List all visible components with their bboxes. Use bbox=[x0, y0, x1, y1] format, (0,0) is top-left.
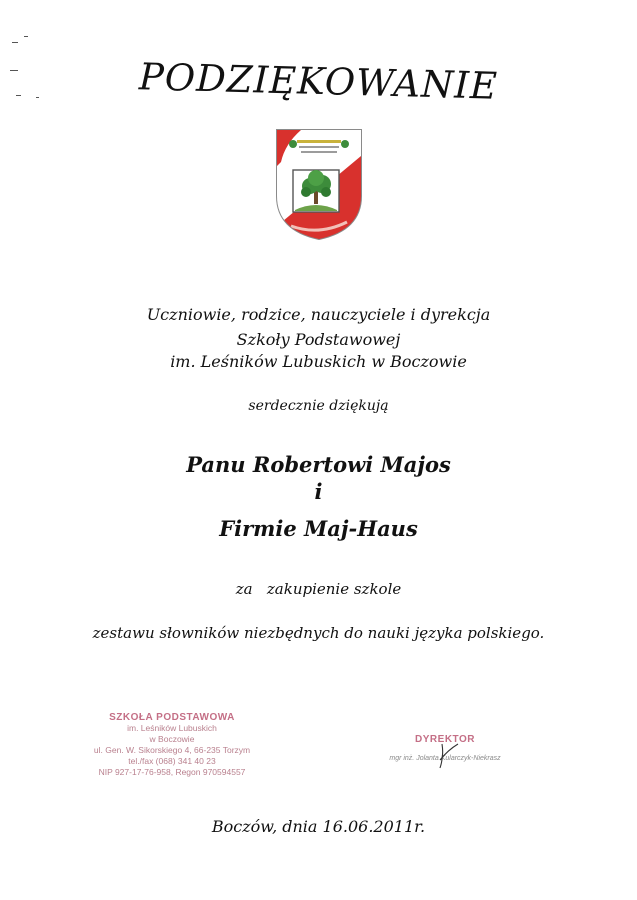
director-name: mgr inż. Jolanta Kularczyk-Niekrasz bbox=[389, 755, 501, 762]
thanks-line: serdecznie dziękują bbox=[248, 398, 389, 414]
from-line-3: im. Leśników Lubuskich w Boczowie bbox=[170, 352, 467, 371]
stamp-line-3: w Boczowie bbox=[149, 734, 195, 744]
director-signature bbox=[428, 740, 468, 772]
for-phrase: za zakupienie szkole bbox=[235, 580, 402, 598]
recipient-conjunction: i bbox=[314, 479, 323, 504]
date-line: Boczów, dnia 16.06.2011r. bbox=[211, 817, 426, 836]
school-stamp bbox=[72, 712, 272, 778]
stamp-line-2: im. Leśników Lubuskich bbox=[127, 723, 217, 733]
recipient-company: Firmie Maj-Haus bbox=[219, 516, 418, 541]
school-emblem bbox=[273, 126, 365, 242]
director-title: DYREKTOR bbox=[415, 734, 475, 745]
from-line-2: Szkoły Podstawowej bbox=[236, 330, 401, 349]
stamp-line-4: ul. Gen. W. Sikorskiego 4, 66-235 Torzym bbox=[93, 745, 251, 755]
recipient-person: Panu Robertowi Majos bbox=[186, 452, 451, 477]
reason-line: zestawu słowników niezbędnych do nauki języka polskiego. bbox=[92, 624, 545, 642]
stamp-line-6: NIP 927-17-76-958, Regon 970594557 bbox=[98, 767, 246, 777]
stamp-line-5: tel./fax (068) 341 40 23 bbox=[128, 756, 216, 766]
certificate-title: PODZIĘKOWANIE bbox=[138, 55, 499, 108]
from-line-1: Uczniowie, rodzice, nauczyciele i dyrekcja bbox=[146, 305, 491, 324]
stamp-line-1: SZKOŁA PODSTAWOWA bbox=[109, 712, 235, 723]
